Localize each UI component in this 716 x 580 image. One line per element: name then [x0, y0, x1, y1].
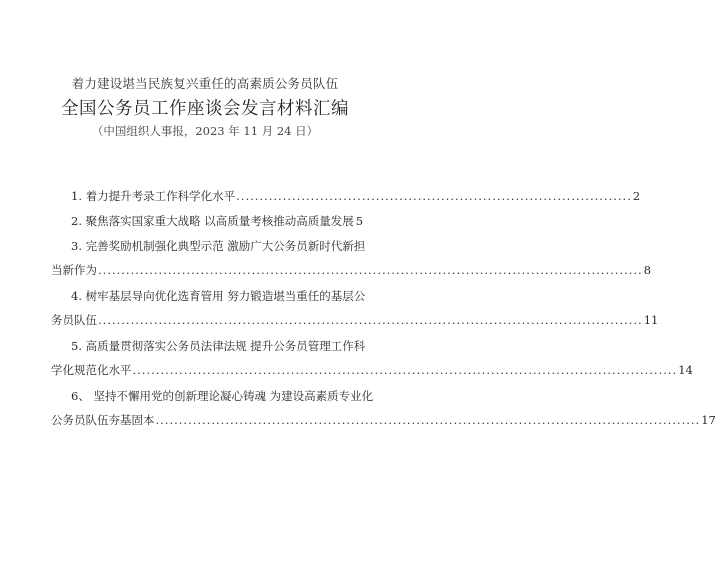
toc-entry-title-continued: 学化规范化水平 — [51, 363, 132, 377]
toc-entry-title: 着力提升考录工作科学化水平 — [85, 189, 236, 203]
document-header — [0, 76, 410, 139]
toc-entry-title: 高质量贯彻落实公务员法律法规 提升公务员管理工作科 — [85, 339, 366, 353]
toc-entry-4-continuation[interactable] — [51, 312, 659, 328]
toc-entry-title-continued: 公务员队伍夯基固本 — [51, 413, 155, 427]
toc-entry-title: 聚焦落实国家重大战略 以高质量考核推动高质量发展 — [85, 214, 354, 228]
toc-page-number: 17 — [701, 413, 716, 427]
toc-entry-number: 2. — [71, 214, 82, 228]
toc-entry-2[interactable] — [71, 213, 364, 229]
toc-entry-number: 4. — [71, 289, 82, 303]
toc-page-number: 11 — [643, 313, 659, 327]
toc-entry-3-continuation[interactable] — [51, 262, 652, 278]
toc-leader-dots: ..................................................................................................................... — [98, 263, 643, 277]
toc-leader-dots: ..................................................................................................................... — [98, 313, 643, 327]
toc-page-number: 8 — [643, 263, 652, 277]
toc-leader-dots: ..................................................................................................................... — [132, 363, 678, 377]
toc-entry-1[interactable] — [71, 188, 641, 204]
toc-entry-title-continued: 务员队伍 — [51, 313, 97, 327]
toc-entry-number: 3. — [71, 239, 82, 253]
toc-page-number: 14 — [678, 363, 693, 377]
toc-entry-3[interactable] — [71, 238, 366, 254]
toc-entry-number: 6、 — [71, 389, 90, 403]
toc-leader-dots: ..................................................................................................................... — [155, 413, 701, 427]
toc-entry-4[interactable] — [71, 288, 366, 304]
toc-entry-6-continuation[interactable] — [51, 412, 716, 428]
document-subtitle: 着力建设堪当民族复兴重任的高素质公务员队伍 — [71, 76, 339, 91]
toc-entry-5[interactable] — [71, 338, 366, 354]
document-source: （中国组织人事报，2023 年 11 月 24 日） — [91, 124, 319, 138]
document-title: 全国公务员工作座谈会发言材料汇编 — [61, 99, 349, 119]
toc-leader-dots: ..................................................................................... — [236, 189, 632, 203]
toc-entry-number: 5. — [71, 339, 82, 353]
toc-entry-number: 1. — [71, 189, 82, 203]
toc-entry-5-continuation[interactable] — [51, 362, 693, 378]
toc-entry-title-continued: 当新作为 — [51, 263, 97, 277]
toc-entry-title: 完善奖励机制强化典型示范 激励广大公务员新时代新担 — [85, 239, 366, 253]
toc-page-number: 5 — [355, 214, 364, 228]
toc-entry-title: 坚持不懈用党的创新理论凝心铸魂 为建设高素质专业化 — [93, 389, 374, 403]
toc-entry-6[interactable] — [71, 388, 374, 404]
toc-entry-title: 树牢基层导向优化选育管用 努力锻造堪当重任的基层公 — [85, 289, 366, 303]
toc-page-number: 2 — [632, 189, 641, 203]
